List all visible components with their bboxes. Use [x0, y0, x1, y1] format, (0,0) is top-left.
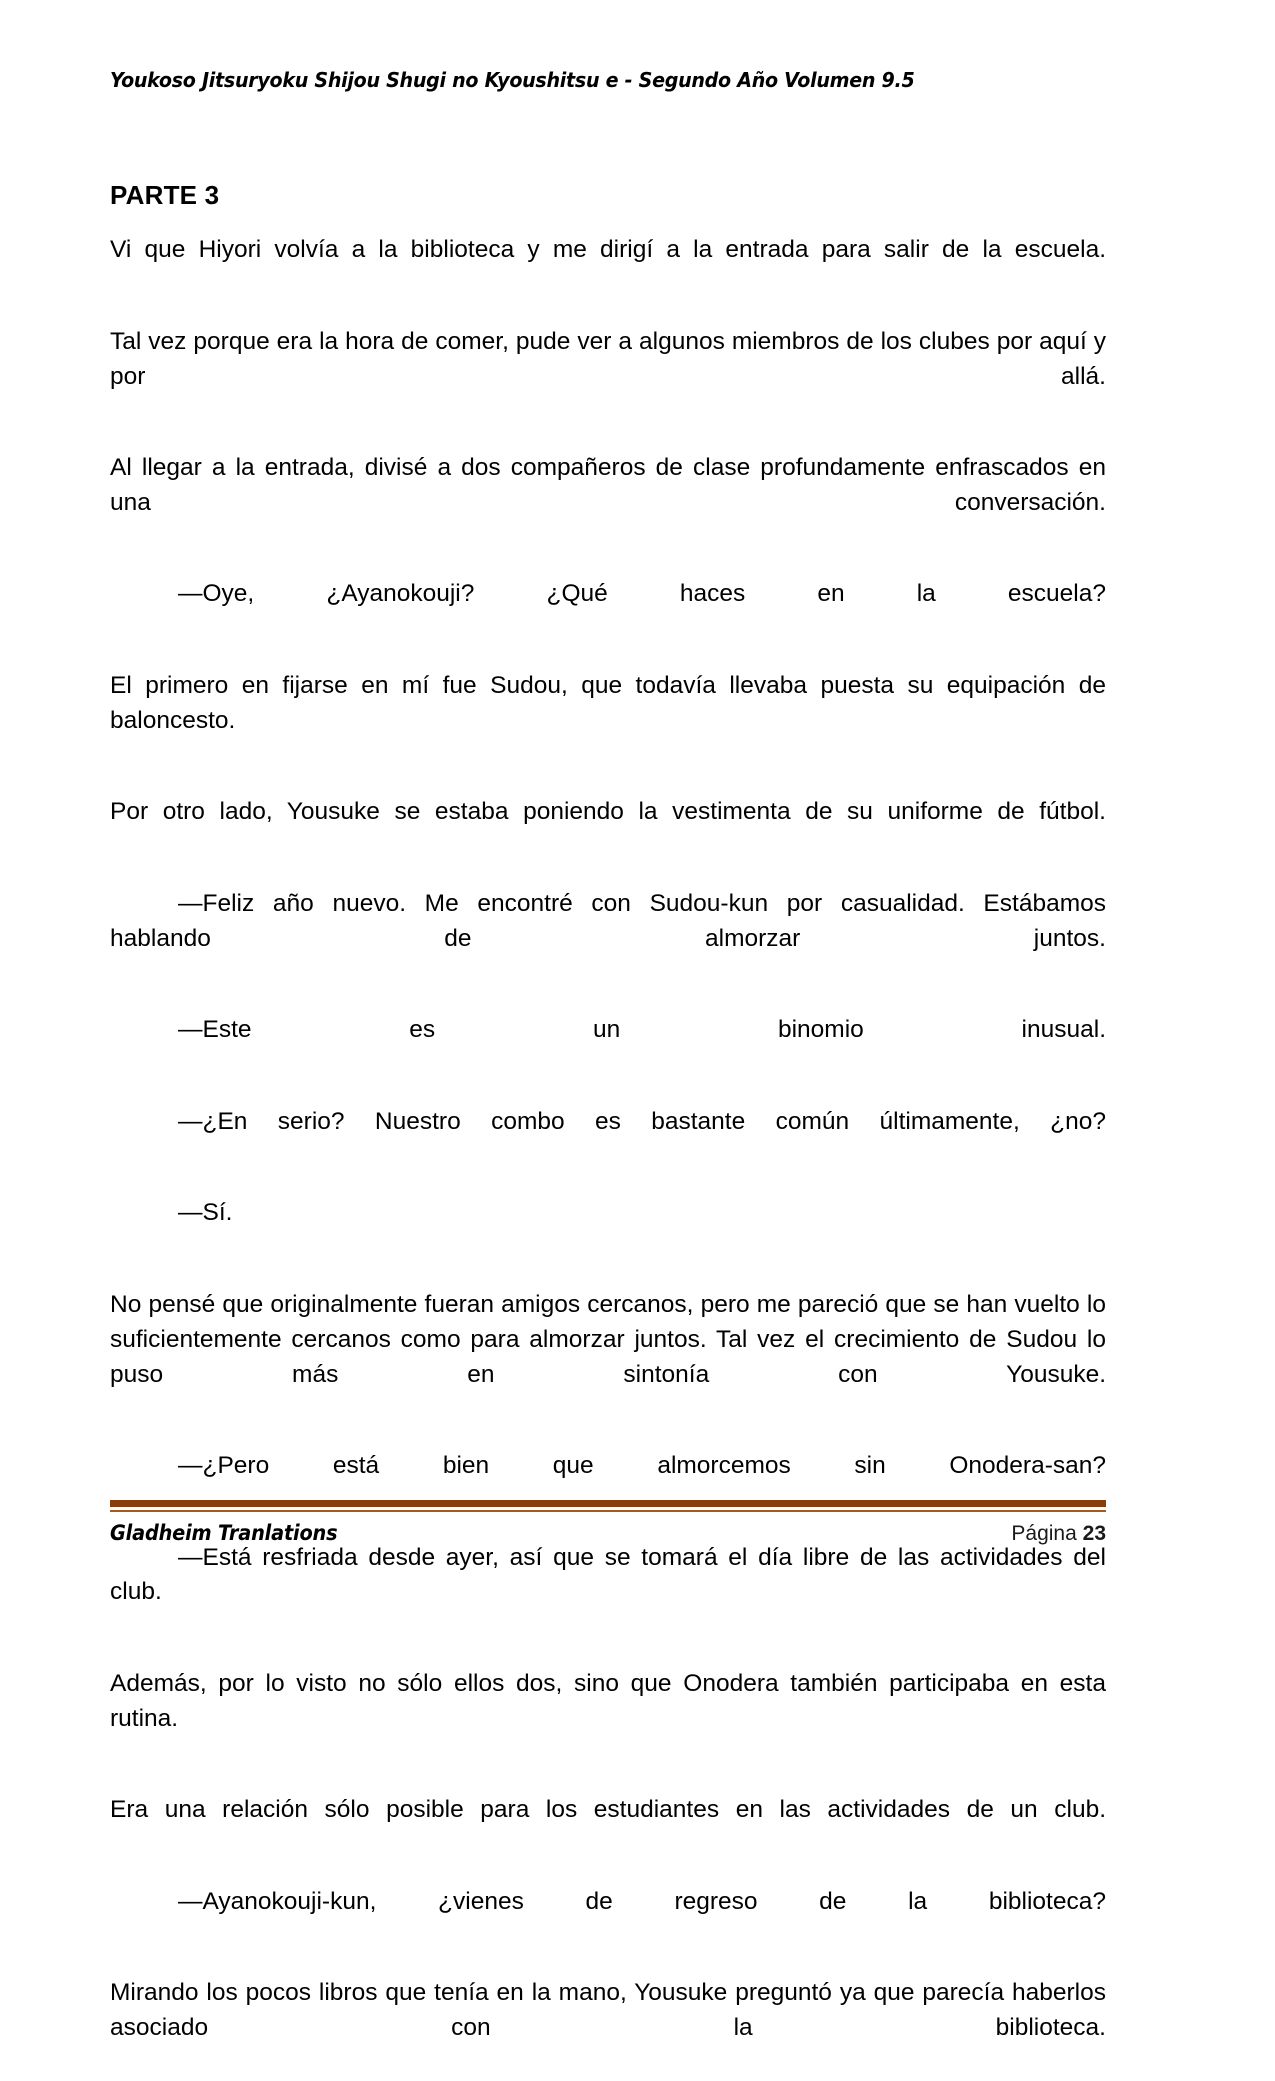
narration-paragraph: Además, por lo visto no sólo ellos dos, sino que Onodera también participaba en esta rutina. — [110, 1669, 1106, 1732]
running-title: Youkoso Jitsuryoku Shijou Shugi no Kyoushitsu e - Segundo Año Volumen 9.5 — [110, 68, 915, 92]
page-number: 23 — [1082, 1522, 1106, 1545]
footer-divider-thick — [110, 1500, 1106, 1507]
document-footer — [110, 1500, 1106, 1546]
dialogue-paragraph: —¿En serio? Nuestro combo es bastante común últimamente, ¿no? — [178, 1107, 1106, 1135]
narration-paragraph: Era una relación sólo posible para los estudiantes en las actividades de un club. — [110, 1796, 1106, 1824]
narration-paragraph: Vi que Hiyori volvía a la biblioteca y me dirigí a la entrada para salir de la escuela. — [110, 236, 1106, 264]
dialogue-paragraph: —Ayanokouji-kun, ¿vienes de regreso de la biblioteca? — [178, 1887, 1106, 1915]
narration-paragraph: No pensé que originalmente fueran amigos cercanos, pero me pareció que se han vuelto lo suficientemente cercanos como para almorzar juntos. Tal vez el crecimiento de Sudou lo puso más en sintonía con Yousuke. — [110, 1290, 1106, 1388]
dialogue-paragraph: —¿Pero está bien que almorcemos sin Onodera-san? — [178, 1452, 1106, 1480]
dialogue-paragraph: —Sí. — [178, 1199, 233, 1227]
dialogue-paragraph: —Oye, ¿Ayanokouji? ¿Qué haces en la escuela? — [178, 580, 1106, 608]
document-header — [110, 68, 1110, 92]
narration-paragraph: Mirando los pocos libros que tenía en la mano, Yousuke preguntó ya que parecía haberlos asociado con la biblioteca. — [110, 1979, 1106, 2042]
document-body — [110, 180, 1106, 2081]
footer-divider-thin — [110, 1510, 1106, 1512]
page-number-block — [1011, 1522, 1106, 1546]
page-title: PARTE 3 — [110, 180, 220, 210]
narration-paragraph: Al llegar a la entrada, divisé a dos compañeros de clase profundamente enfrascados en una conversación. — [110, 454, 1106, 516]
page-label: Página — [1011, 1522, 1077, 1545]
paragraph-list — [110, 233, 1106, 2081]
narration-paragraph: Tal vez porque era la hora de comer, pude ver a algunos miembros de los clubes por aquí y por allá. — [110, 327, 1106, 390]
dialogue-paragraph: —Este es un binomio inusual. — [178, 1016, 1106, 1044]
dialogue-paragraph: —Está resfriada desde ayer, así que se tomará el día libre de las actividades del club. — [110, 1543, 1106, 1606]
dialogue-paragraph: —Feliz año nuevo. Me encontré con Sudou-kun por casualidad. Estábamos hablando de almorzar juntos. — [110, 889, 1106, 952]
footer-brand: Gladheim Tranlations — [110, 1521, 338, 1545]
footer-row — [110, 1521, 1106, 1546]
narration-paragraph: Por otro lado, Yousuke se estaba poniendo la vestimenta de su uniforme de fútbol. — [110, 798, 1106, 826]
narration-paragraph: El primero en fijarse en mí fue Sudou, que todavía llevaba puesta su equipación de baloncesto. — [110, 672, 1106, 734]
